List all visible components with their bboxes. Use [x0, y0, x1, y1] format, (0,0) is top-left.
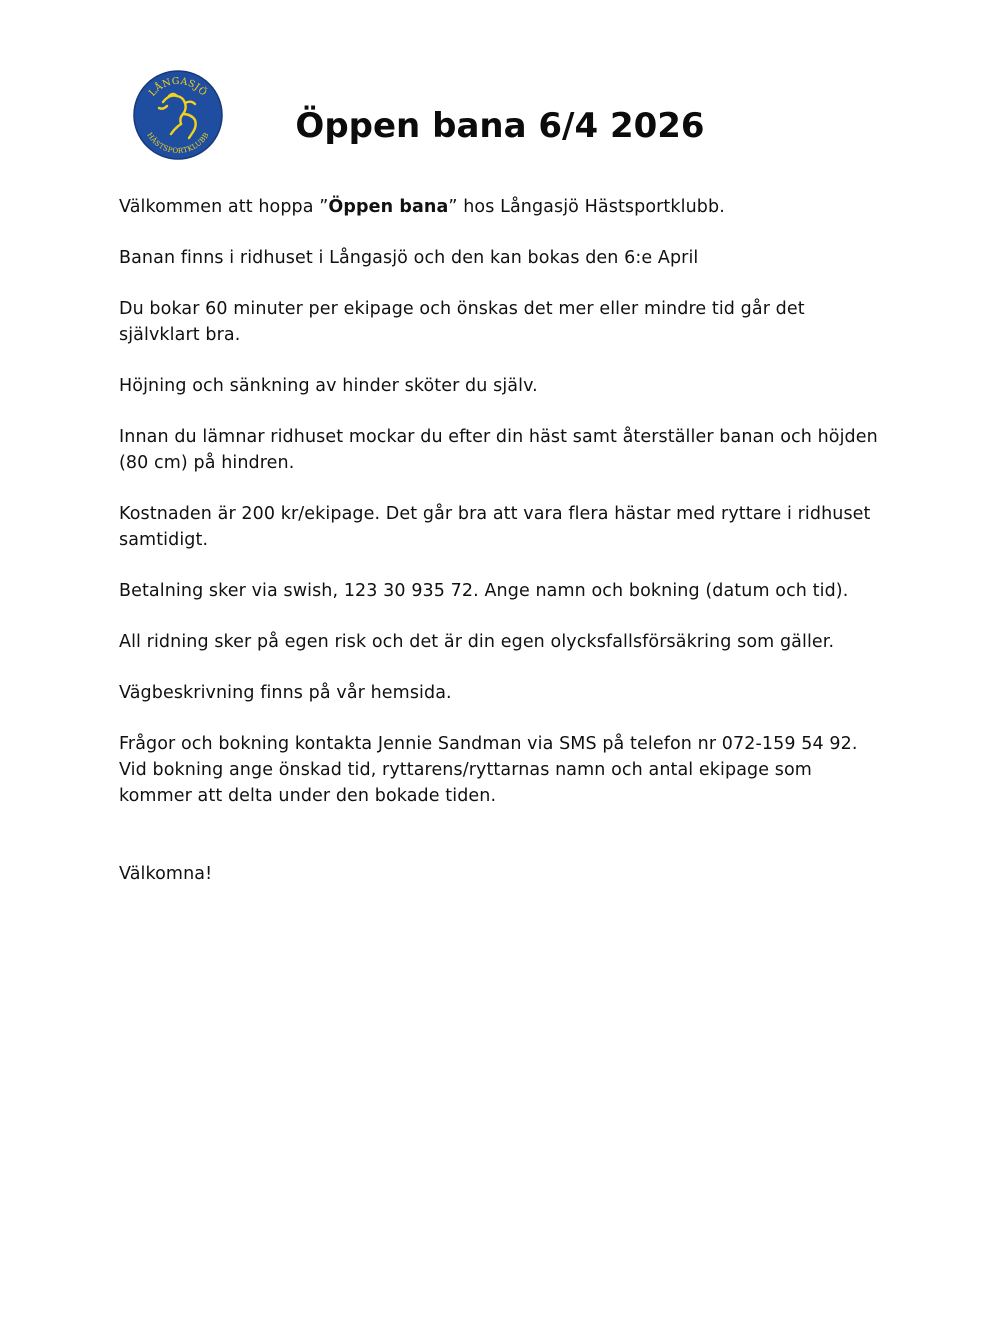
paragraph-cleanup: Innan du lämnar ridhuset mockar du efter din häst samt återställer banan och höjden (80 cm) på hindren. — [119, 427, 878, 473]
page-title: Öppen bana 6/4 2026 — [295, 106, 705, 146]
paragraph-payment: Betalning sker via swish, 123 30 935 72. Ange namn och bokning (datum och tid). — [119, 581, 849, 601]
paragraph-contact: Frågor och bokning kontakta Jennie Sandman via SMS på telefon nr 072-159 54 92. Vid bokning ange önskad tid, ryttarens/ryttarnas namn och antal ekipage som kommer att delta under den bokade tiden. — [119, 734, 858, 806]
paragraph-location: Banan finns i ridhuset i Långasjö och den kan bokas den 6:e April — [119, 248, 699, 268]
intro-paragraph — [119, 194, 889, 220]
paragraph-obstacles: Höjning och sänkning av hinder sköter du själv. — [119, 376, 538, 396]
logo-text-bottom: HÄSTSPORTKLUBB — [145, 131, 211, 156]
paragraph-cost: Kostnaden är 200 kr/ekipage. Det går bra att vara flera hästar med ryttare i ridhuset samtidigt. — [119, 504, 871, 550]
intro-text-before: Välkommen att hoppa ” — [119, 197, 329, 217]
document-body — [119, 194, 889, 912]
intro-bold-text: Öppen bana — [328, 197, 449, 217]
paragraph-directions: Vägbeskrivning finns på vår hemsida. — [119, 683, 452, 703]
intro-text-after: ” hos Långasjö Hästsportklubb. — [448, 197, 725, 217]
closing-text: Välkomna! — [119, 864, 213, 884]
paragraph-booking-time: Du bokar 60 minuter per ekipage och önskas det mer eller mindre tid går det självklart bra. — [119, 299, 805, 345]
paragraph-risk: All ridning sker på egen risk och det är din egen olycksfallsförsäkring som gäller. — [119, 632, 835, 652]
logo-text-top: LÅNGASJÖ — [146, 75, 209, 99]
